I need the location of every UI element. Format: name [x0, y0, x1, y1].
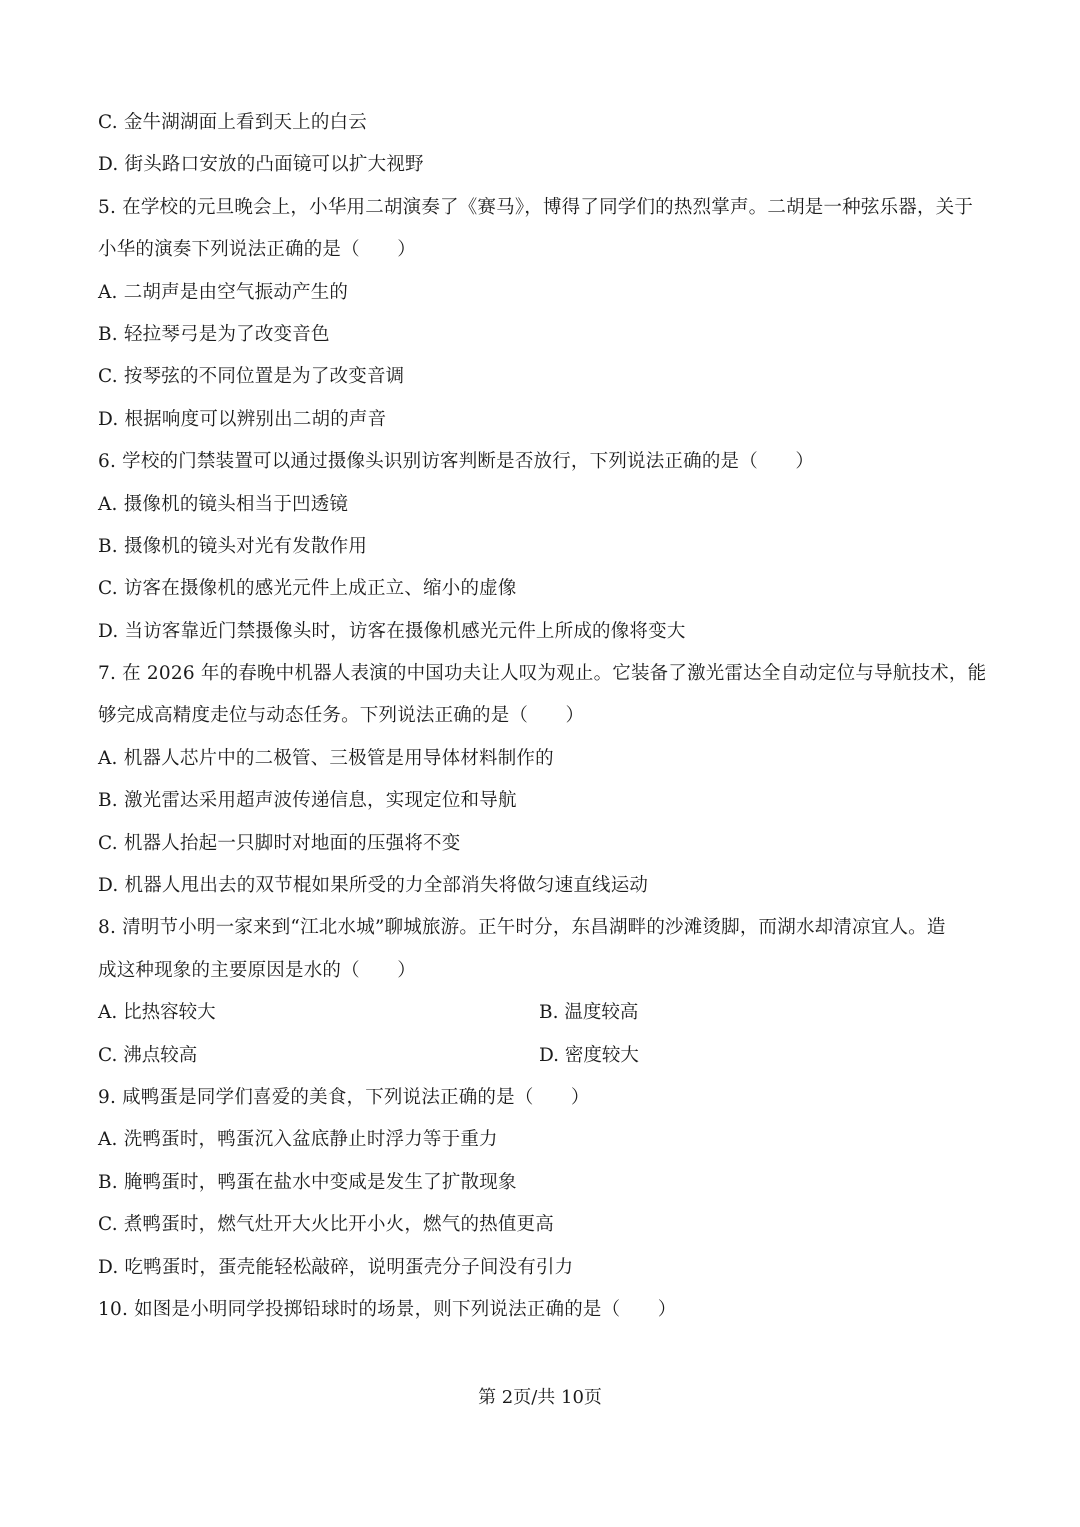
page-content	[98, 102, 988, 1331]
question-6-option-d: D. 当访客靠近门禁摄像头时，访客在摄像机感光元件上所成的像将变大	[98, 620, 686, 642]
question-4-option-d: D. 街头路口安放的凸面镜可以扩大视野	[98, 154, 424, 176]
question-8-stem-line-2: 成这种现象的主要原因是水的（ ）	[98, 959, 416, 981]
question-8-stem-line-1: 8. 清明节小明一家来到“江北水城”聊城旅游。正午时分，东昌湖畔的沙滩烫脚，而湖水却清凉宜人。造	[98, 917, 946, 939]
page-footer	[0, 1386, 1080, 1410]
question-6-option-a: A. 摄像机的镜头相当于凹透镜	[98, 493, 349, 515]
question-9-option-a: A. 洗鸭蛋时，鸭蛋沉入盆底静止时浮力等于重力	[98, 1129, 498, 1151]
question-5-option-c: C. 按琴弦的不同位置是为了改变音调	[98, 366, 405, 388]
question-8-option-d: D. 密度较大	[539, 1044, 639, 1066]
question-4-option-c: C. 金牛湖湖面上看到天上的白云	[98, 112, 367, 133]
question-7-stem-line-2: 够完成高精度走位与动态任务。下列说法正确的是（ ）	[98, 705, 585, 727]
question-9-option-d: D. 吃鸭蛋时，蛋壳能轻松敲碎，说明蛋壳分子间没有引力	[98, 1256, 574, 1278]
question-8-option-b: B. 温度较高	[539, 1002, 639, 1024]
question-7-option-a: A. 机器人芯片中的二极管、三极管是用导体材料制作的	[98, 747, 554, 769]
question-6-option-b: B. 摄像机的镜头对光有发散作用	[98, 535, 368, 557]
question-8-option-c: C. 沸点较高	[98, 1044, 198, 1066]
question-8-options-row-1	[98, 992, 988, 1034]
question-8-options-row-2	[98, 1035, 988, 1077]
question-5-stem-line-2: 小华的演奏下列说法正确的是（ ）	[98, 239, 416, 261]
question-5-option-a: A. 二胡声是由空气振动产生的	[98, 281, 349, 303]
question-9-option-c: C. 煮鸭蛋时，燃气灶开大火比开小火，燃气的热值更高	[98, 1214, 554, 1236]
question-10-stem: 10. 如图是小明同学投掷铅球时的场景，则下列说法正确的是（ ）	[98, 1298, 677, 1320]
question-6-option-c: C. 访客在摄像机的感光元件上成正立、缩小的虚像	[98, 578, 517, 600]
question-9-option-b: B. 腌鸭蛋时，鸭蛋在盐水中变咸是发生了扩散现象	[98, 1171, 517, 1193]
question-9-stem: 9. 咸鸭蛋是同学们喜爱的美食，下列说法正确的是（ ）	[98, 1086, 590, 1108]
page-number: 第 2页/共 10页	[478, 1387, 602, 1408]
question-5-option-d: D. 根据响度可以辨别出二胡的声音	[98, 408, 387, 430]
question-8-option-a: A. 比热容较大	[98, 1002, 216, 1024]
question-5-stem-line-1: 5. 在学校的元旦晚会上，小华用二胡演奏了《赛马》，博得了同学们的热烈掌声。二胡是一种弦乐器，关于	[98, 196, 974, 218]
question-6-stem: 6. 学校的门禁装置可以通过摄像头识别访客判断是否放行，下列说法正确的是（ ）	[98, 451, 815, 473]
question-7-option-c: C. 机器人抬起一只脚时对地面的压强将不变	[98, 832, 461, 854]
question-7-stem-line-1: 7. 在 2026 年的春晚中机器人表演的中国功夫让人叹为观止。它装备了激光雷达全自动定位与导航技术，能	[98, 663, 987, 685]
question-5-option-b: B. 轻拉琴弓是为了改变音色	[98, 323, 330, 345]
question-7-option-b: B. 激光雷达采用超声波传递信息，实现定位和导航	[98, 790, 517, 812]
question-7-option-d: D. 机器人甩出去的双节棍如果所受的力全部消失将做匀速直线运动	[98, 875, 649, 897]
